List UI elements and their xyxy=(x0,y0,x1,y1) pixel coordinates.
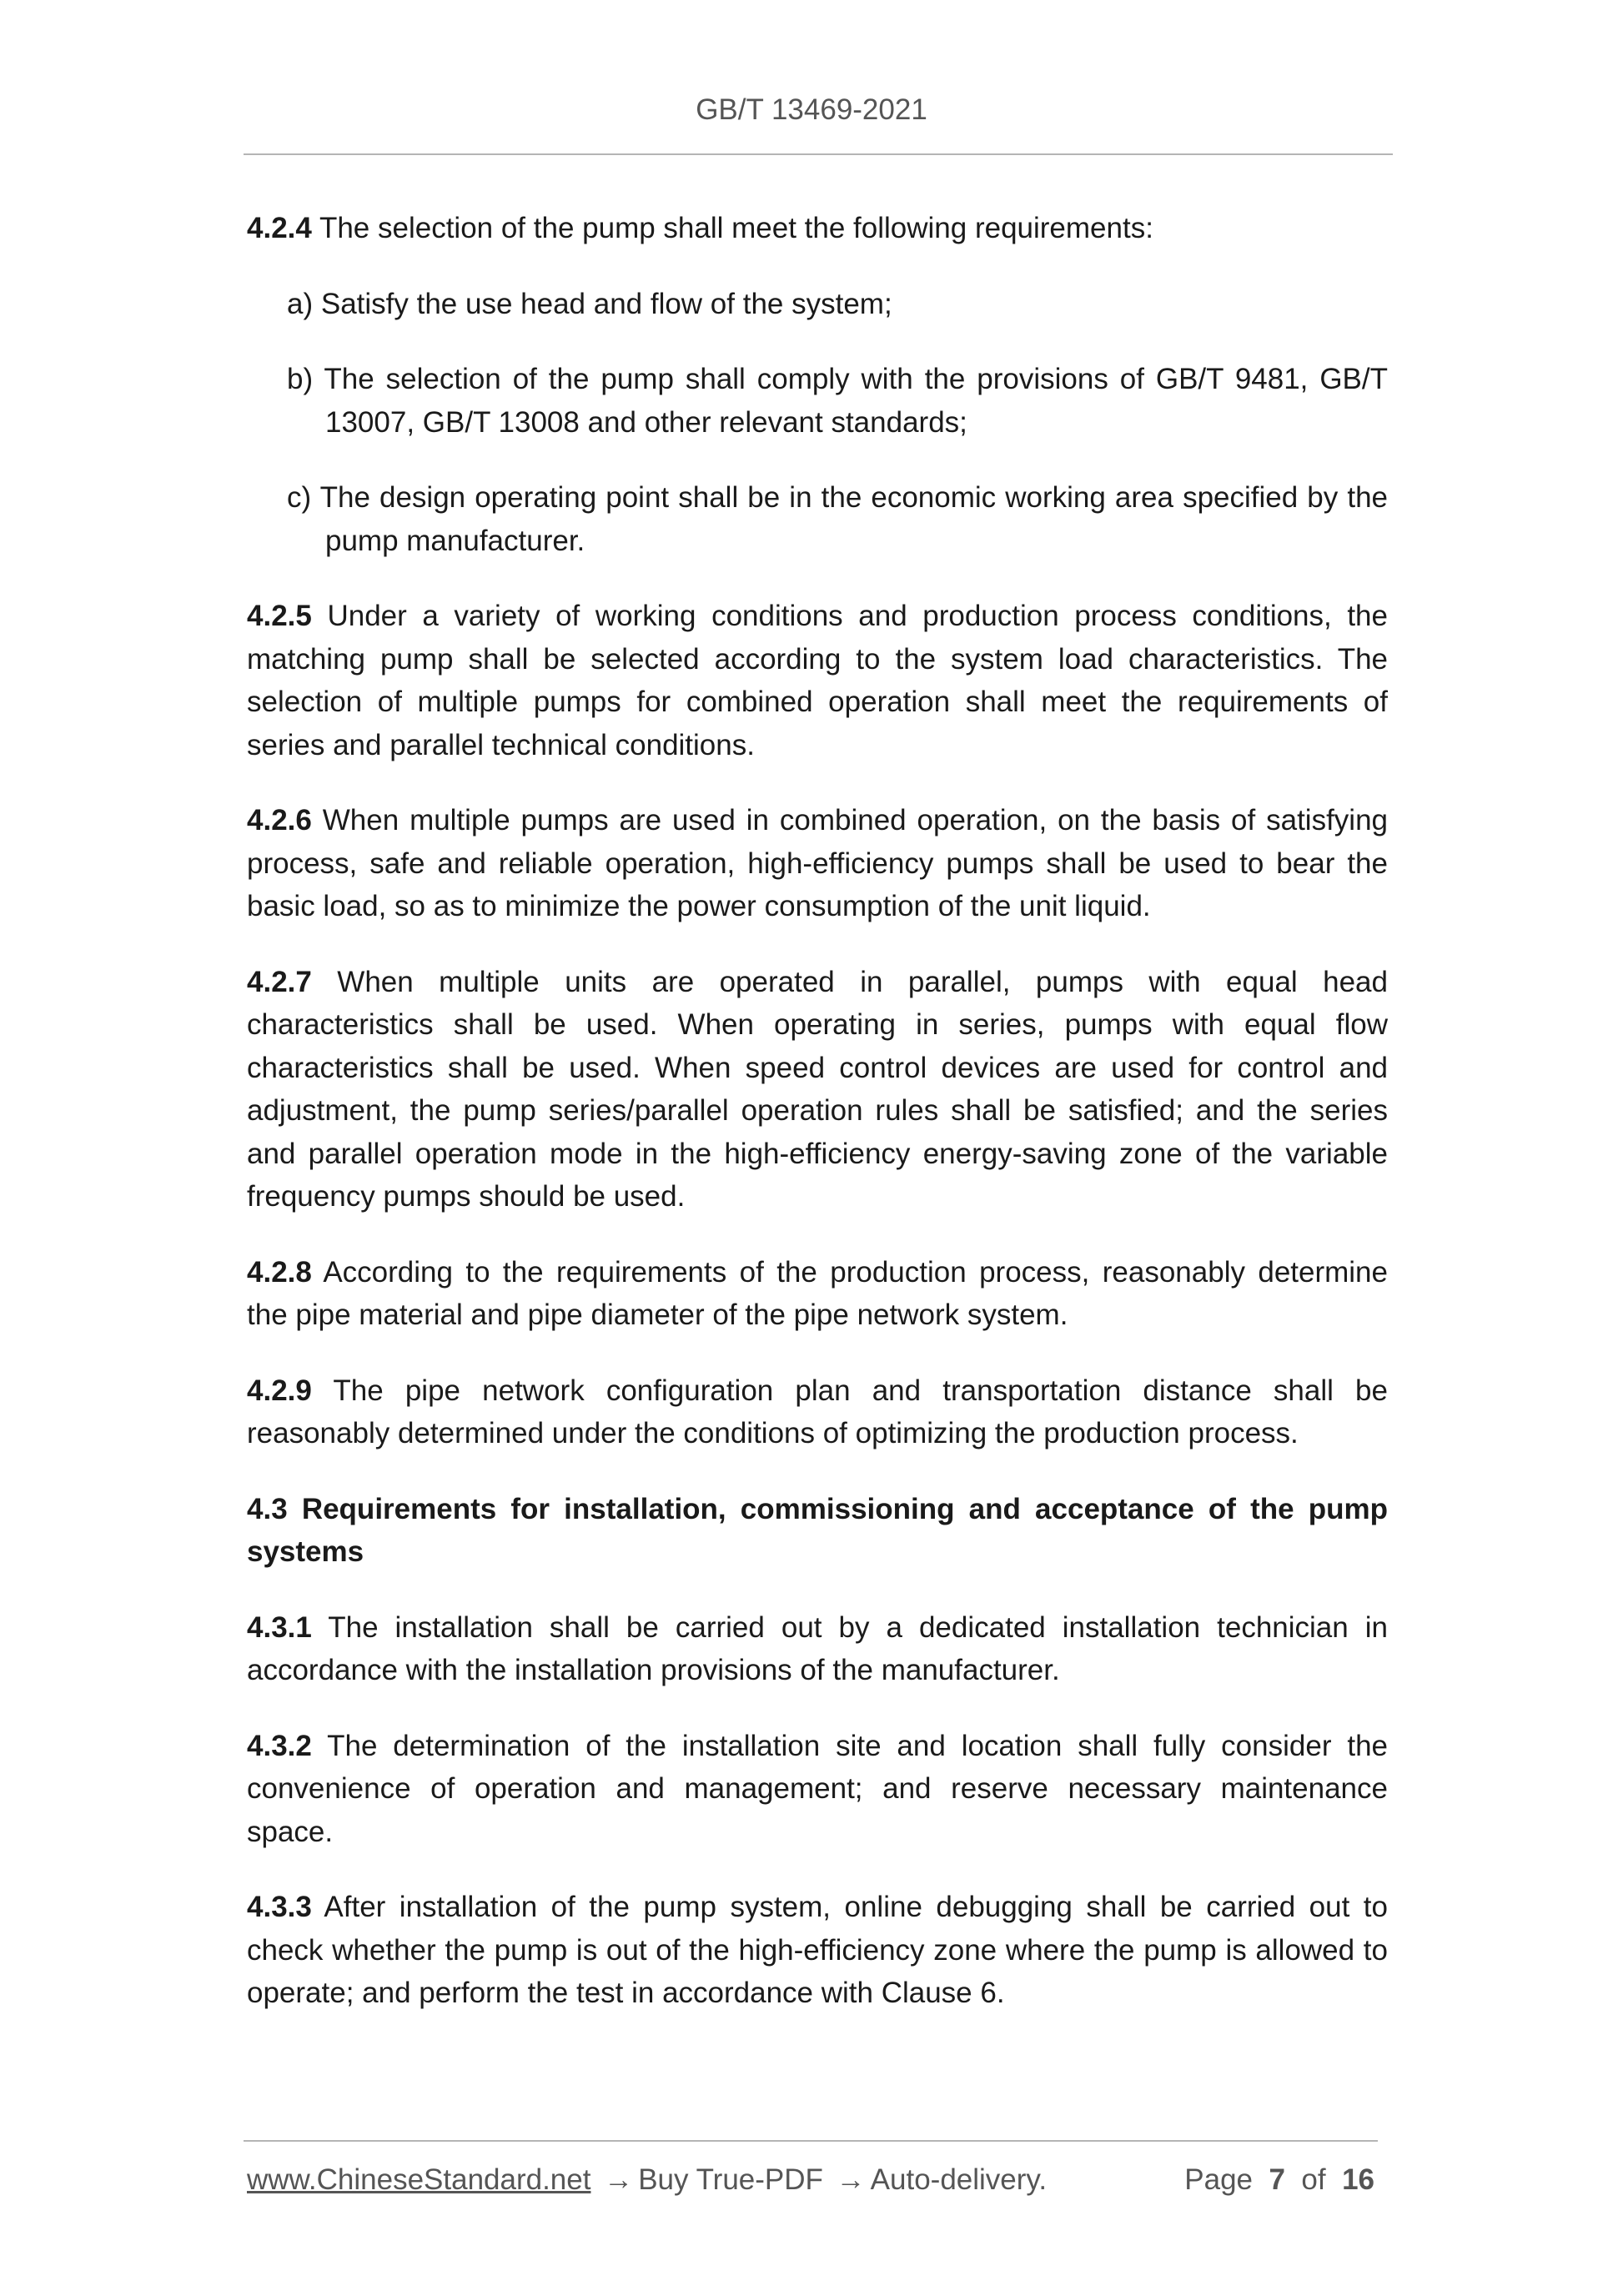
list-item-a: a) Satisfy the use head and flow of the system; xyxy=(287,287,892,320)
clause-number: 4.3.2 xyxy=(247,1729,312,1762)
page-header xyxy=(0,93,1623,127)
page-label: Page xyxy=(1184,2163,1254,2196)
clause-text: The pipe network configuration plan and transportation distance shall be reasonably determined under the conditions of optimizing the production process. xyxy=(247,1374,1388,1449)
page-footer xyxy=(247,2163,1381,2197)
clause-number: 4.2.6 xyxy=(247,804,312,837)
clause-4-3-2 xyxy=(247,1725,1388,1854)
clause-4-2-6 xyxy=(247,799,1388,928)
clause-text: When multiple units are operated in parallel, pumps with equal head characteristics shall be used. When operating in series, pumps with equal flow characteristics shall be used. When speed control devices are used for control and adjustment, the pump series/parallel operation rules shall be satisfied; and the series and parallel operation mode in the high-efficiency energy-saving zone of the variable frequency pumps should be used. xyxy=(247,965,1388,1213)
list-item-c: c) The design operating point shall be in the economic working area specified by the pump manufacturer. xyxy=(287,481,1388,557)
current-page: 7 xyxy=(1269,2163,1285,2196)
clause-text: The determination of the installation site and location shall fully consider the convenience of operation and management; and reserve necessary maintenance space. xyxy=(247,1729,1388,1848)
clause-text: The installation shall be carried out by a dedicated installation technician in accordance with the installation provisions of the manufacturer. xyxy=(247,1610,1388,1686)
page-of-label: of xyxy=(1301,2163,1326,2196)
buy-text: Buy True-PDF xyxy=(638,2163,823,2196)
header-divider xyxy=(244,153,1393,155)
clause-number: 4.2.4 xyxy=(247,212,312,244)
clause-4-2-8 xyxy=(247,1251,1388,1337)
footer-divider xyxy=(244,2140,1378,2142)
document-id: GB/T 13469-2021 xyxy=(696,93,927,126)
clause-4-2-9 xyxy=(247,1369,1388,1455)
clause-4-3-1 xyxy=(247,1606,1388,1692)
clause-text: When multiple pumps are used in combined operation, on the basis of satisfying process, safe and reliable operation, high-efficiency pumps shall be used to bear the basic load, so as to minimize the power consumption of the unit liquid. xyxy=(247,804,1388,922)
website-link[interactable]: www.ChineseStandard.net xyxy=(247,2163,591,2196)
clause-text: Under a variety of working conditions and production process conditions, the matching pump shall be selected according to the system load characteristics. The selection of multiple pumps for combined operation shall meet the requirements of series and parallel technical conditions. xyxy=(247,600,1388,761)
clause-4-2-5 xyxy=(247,595,1388,766)
clause-number: 4.3.1 xyxy=(247,1610,312,1644)
page-indicator xyxy=(1184,2163,1374,2197)
list-item-b: b) The selection of the pump shall comply with the provisions of GB/T 9481, GB/T 13007, GB/T 13008 and other relevant standards; xyxy=(287,363,1388,439)
clause-number: 4.3.3 xyxy=(247,1891,312,1923)
clause-number: 4.2.9 xyxy=(247,1374,312,1407)
arrow-right-icon: → xyxy=(604,2163,634,2196)
clause-text: According to the requirements of the production process, reasonably determine the pipe material and pipe diameter of the pipe network system. xyxy=(247,1255,1388,1331)
total-pages: 16 xyxy=(1342,2163,1374,2196)
clause-4-3-3 xyxy=(247,1886,1388,2015)
clause-text: After installation of the pump system, online debugging shall be carried out to check whether the pump is out of the high-efficiency zone where the pump is allowed to operate; and perform the test in accordance with Clause 6. xyxy=(247,1891,1388,2009)
clause-number: 4.2.5 xyxy=(247,600,312,632)
arrow-right-icon: → xyxy=(836,2163,866,2196)
clause-number: 4.2.7 xyxy=(247,965,312,998)
document-body xyxy=(247,207,1388,2047)
clause-4-2-4 xyxy=(247,207,1388,250)
clause-4-2-7 xyxy=(247,961,1388,1218)
clause-text: The selection of the pump shall meet the following requirements: xyxy=(311,212,1153,244)
delivery-text: Auto-delivery. xyxy=(870,2163,1048,2196)
section-heading-4-3: 4.3 Requirements for installation, commissioning and acceptance of the pump systems xyxy=(247,1492,1388,1568)
clause-number: 4.2.8 xyxy=(247,1255,312,1289)
